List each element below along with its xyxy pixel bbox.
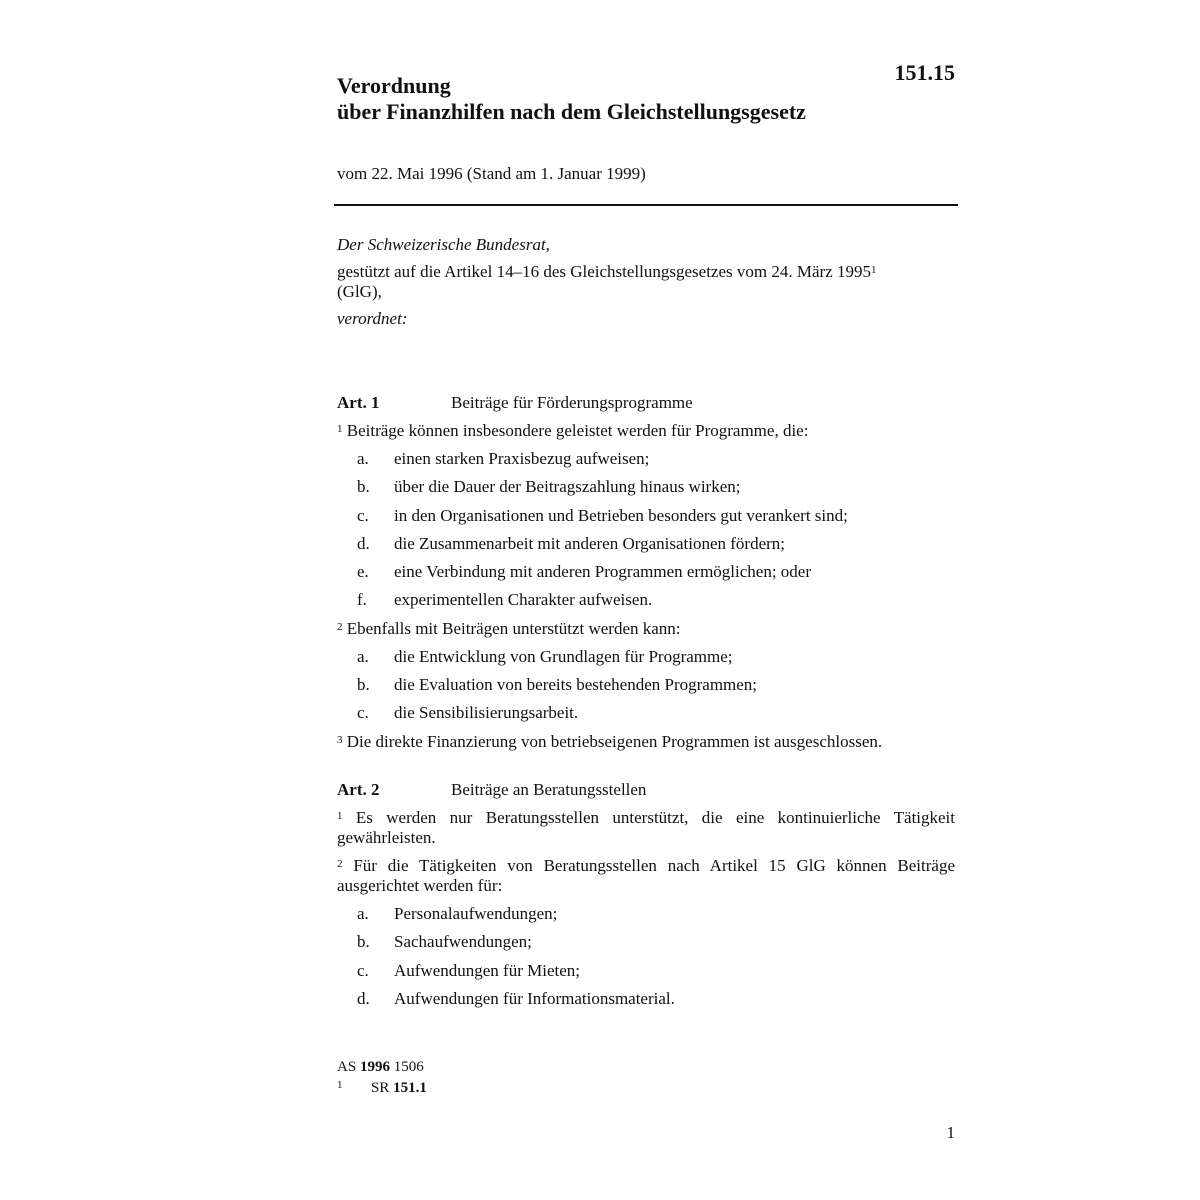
article-2-heading: [337, 776, 955, 804]
as-prefix: AS: [337, 1059, 357, 1075]
list-item-label: a.: [357, 449, 369, 468]
paragraph-text: Beiträge können insbesondere geleistet werden für Programme, die:: [346, 421, 809, 440]
article-2-paragraph-1: [337, 808, 955, 848]
list-item: [337, 586, 955, 614]
preamble-enacts: verordnet:: [337, 309, 408, 328]
article-1-paragraph-1: [337, 417, 955, 445]
list-item-text: einen starken Praxisbezug aufweisen;: [394, 449, 650, 468]
footnote-sr-link[interactable]: 151.1: [393, 1080, 427, 1096]
preamble: [337, 235, 955, 329]
preamble-authority: Der Schweizerische Bundesrat,: [337, 235, 550, 254]
article-1-list-2: [337, 643, 955, 728]
paragraph-text: Die direkte Finanzierung von betriebseigenen Programmen ist ausgeschlossen.: [346, 731, 883, 751]
list-item-text: experimentellen Charakter aufweisen.: [394, 590, 653, 610]
list-item: [337, 558, 955, 586]
title-line-1: Verordnung: [337, 73, 451, 98]
article-2: [337, 776, 955, 1013]
footnotes: [337, 1057, 427, 1099]
list-item-label: b.: [357, 477, 370, 497]
paragraph-number: 2: [337, 620, 343, 633]
preamble-basis-text: gestützt auf die Artikel 14–16 des Gleichstellungsgesetzes vom 24. März 1995: [337, 262, 871, 281]
list-item-label: b.: [357, 932, 370, 952]
list-item: [337, 671, 955, 699]
list-item: [337, 985, 955, 1013]
page-title: [337, 73, 806, 125]
list-item: [337, 643, 955, 671]
list-item-label: e.: [357, 562, 369, 582]
footnote-1: [337, 1078, 427, 1099]
article-2-number: Art. 2: [337, 780, 380, 799]
list-item: [337, 445, 955, 473]
paragraph-text: Für die Tätigkeiten von Beratungsstellen nach Artikel 15 GlG können Beiträge ausgerichtet werden für:: [337, 856, 956, 895]
list-item-text: die Sensibilisierungsarbeit.: [394, 703, 579, 723]
paragraph-number: 1: [337, 810, 343, 822]
article-2-paragraph-2: [337, 856, 955, 896]
paragraph-number: 3: [337, 733, 343, 746]
list-item-label: f.: [357, 590, 367, 610]
title-line-2: über Finanzhilfen nach dem Gleichstellungsgesetz: [337, 99, 806, 124]
article-1-list-1: [337, 445, 955, 615]
list-item-text: über die Dauer der Beitragszahlung hinaus wirken;: [394, 477, 741, 497]
article-1-number: Art. 1: [337, 393, 380, 412]
list-item-label: d.: [357, 988, 370, 1008]
list-item-text: die Zusammenarbeit mit anderen Organisationen fördern;: [394, 533, 786, 553]
official-collection-reference: [337, 1057, 427, 1078]
as-page: 1506: [393, 1059, 424, 1075]
article-2-title: Beiträge an Beratungsstellen: [451, 780, 647, 799]
list-item-text: die Evaluation von bereits bestehenden Programmen;: [394, 675, 758, 695]
list-item-label: c.: [357, 703, 369, 723]
list-item-label: d.: [357, 533, 370, 553]
list-item-text: Sachaufwendungen;: [394, 932, 532, 952]
list-item: [337, 928, 955, 956]
preamble-basis-tail: (GlG),: [337, 282, 382, 301]
footnote-prefix: SR: [371, 1080, 390, 1096]
enactment-date: vom 22. Mai 1996 (Stand am 1. Januar 1999): [337, 164, 646, 183]
list-item: [337, 473, 955, 501]
article-1: [337, 389, 955, 756]
list-item-label: a.: [357, 646, 369, 666]
article-1-paragraph-3: [337, 728, 955, 756]
preamble-basis: [337, 262, 955, 302]
paragraph-text: Ebenfalls mit Beiträgen unterstützt werden kann:: [346, 618, 681, 638]
header-divider: [334, 204, 958, 206]
sr-number: 151.15: [894, 60, 955, 85]
list-item-text: Aufwendungen für Mieten;: [394, 960, 581, 980]
footnote-mark: 1: [337, 1079, 343, 1091]
paragraph-number: 1: [337, 423, 343, 435]
list-item-label: c.: [357, 505, 369, 525]
list-item-label: b.: [357, 675, 370, 695]
list-item-text: eine Verbindung mit anderen Programmen ermöglichen; oder: [394, 562, 812, 582]
list-item-label: a.: [357, 904, 369, 923]
list-item: [337, 957, 955, 985]
list-item-text: Aufwendungen für Informationsmaterial.: [394, 988, 675, 1008]
list-item-text: die Entwicklung von Grundlagen für Programme;: [394, 646, 733, 666]
list-item: [337, 502, 955, 530]
article-1-title: Beiträge für Förderungsprogramme: [451, 393, 693, 412]
as-year: 1996: [359, 1059, 390, 1075]
article-1-paragraph-2: [337, 615, 955, 643]
document-page: [337, 0, 955, 1200]
article-2-list-2: [337, 900, 955, 1013]
list-item: [337, 900, 955, 928]
list-item-label: c.: [357, 960, 369, 980]
list-item-text: Personalaufwendungen;: [394, 904, 558, 923]
page-number: 1: [946, 1123, 955, 1142]
footnote-ref-1[interactable]: 1: [870, 264, 877, 276]
list-item: [337, 699, 955, 727]
paragraph-text: Es werden nur Beratungsstellen unterstützt, die eine kontinuierliche Tätigkeit gewährleisten.: [337, 808, 956, 847]
article-1-heading: [337, 389, 955, 417]
list-item: [337, 530, 955, 558]
paragraph-number: 2: [337, 858, 343, 870]
list-item-text: in den Organisationen und Betrieben besonders gut verankert sind;: [394, 505, 848, 525]
